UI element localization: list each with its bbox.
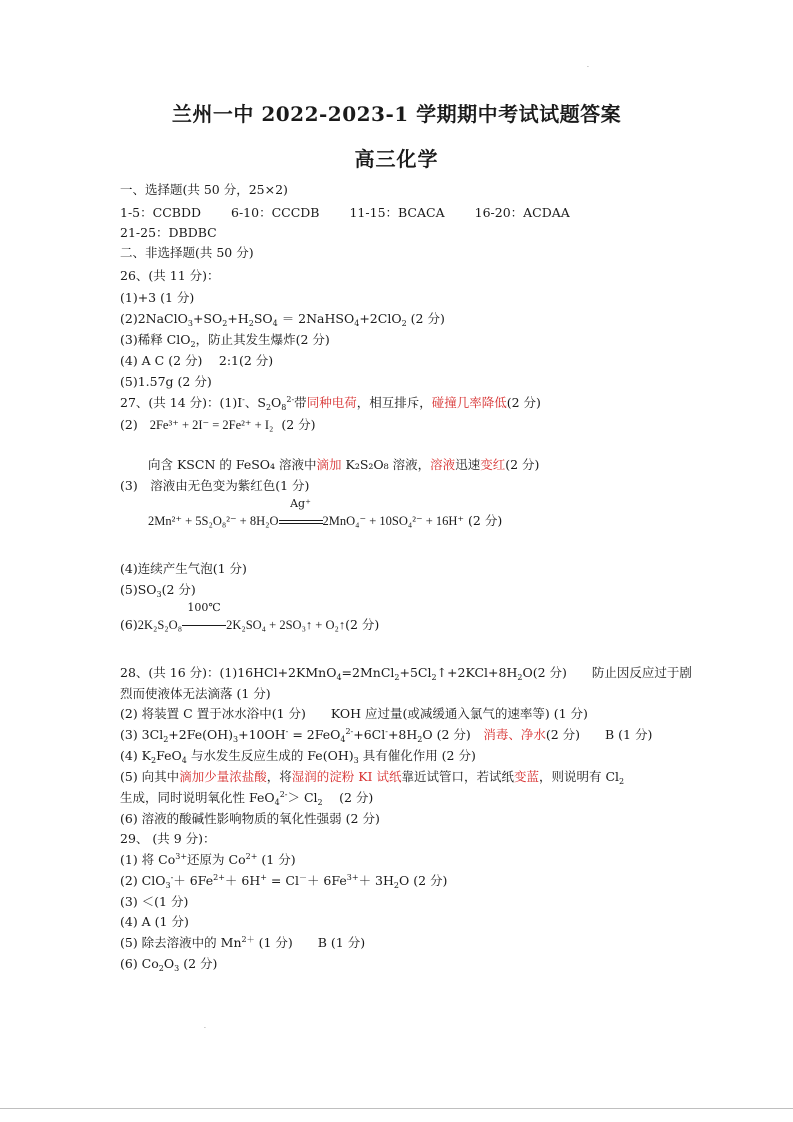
q28-line-8: (6) 溶液的酸碱性影响物质的氧化性强弱 (2 分) [120,811,380,826]
q29-answer-5: (5) 除去溶液中的 $Mn^{2+}$ (1 分) B (1 分) [120,935,366,950]
q27-answer-3: (3) 溶液由无色变为紫红色(1 分) [120,478,310,493]
section1-heading: 一、选择题(共 50 分，25×2) [120,182,288,197]
q27-text: ，相互排斥， [356,395,432,410]
equation-left: 2K₂S₂O₈ [137,618,183,632]
q27-answer-5: $(5)SO_3(2$ 分) [120,582,196,599]
q29-answer-1: (1) 将 $Co^{3+}$还原为 $Co^{2+}$ (1 分) [120,852,296,867]
reaction-condition-arrow [279,497,323,529]
highlight-keyword: 同种电荷 [306,395,357,410]
q27-answer-4: (4)连续产生气泡(1 分) [120,561,247,576]
q28-text: (5) 向其中 [120,769,180,784]
answer-row-1 [120,205,570,221]
q29-heading: 29、 (共 9 分)： [120,831,216,846]
answer-group: 21-25：DBDBC [120,225,217,240]
q27-heading: 27、(共 14 分)：(1)I [120,395,243,410]
q27-text: 迅速 [455,457,481,472]
q26-answer-3-text: (3)稀释 ClO [120,332,191,347]
highlight-keyword: 湿润的淀粉 KI 试纸 [291,769,402,784]
page-subtitle: 高三化学 [354,147,439,171]
q28-text: 靠近试管口，若试纸 [401,769,514,784]
q28-heading: 28、(共 16 分)：(1)16HCl+2KMnO [120,665,337,680]
q29-answer-3: (3) ＜(1 分) [120,894,189,909]
q27-answer-2 [120,417,316,433]
q28-line-4: (3) $3Cl_2+2Fe(OH)_3+10OH^- = 2FeO_4^{2-}+6Cl^-+8H_2O$ (2 分) 消毒、净水(2 分) B (1 分) [120,727,653,744]
q29-text: (5) 除去溶液中的 Mn [120,935,242,950]
q27-answer-2b [148,457,539,473]
q26-heading: 26、(共 11 分)： [120,268,220,283]
q28-line-6: (5) 向其中滴加少量浓盐酸，将湿润的淀粉 KI 试纸靠近试管口，若试纸变蓝，则说明有 $Cl_2$ [120,769,625,786]
scan-speck: · [204,1025,206,1032]
q27-answer-6 [120,601,380,633]
equation-right: 2MnO₄⁻ + 10SO₄²⁻ + 16H⁺ [322,514,465,528]
section2-heading: 二、非选择题(共 50 分) [120,245,254,260]
q29-answer-6: (6) $Co_2O_3$ (2 分) [120,956,218,973]
score: (2 分) [339,790,374,805]
q26-answer-5: (5)1.57g (2 分) [120,374,212,389]
answer-group: 16-20：ACDAA [474,205,570,220]
highlight-keyword: 溶液 [430,457,456,472]
q27-equation-3 [148,497,503,529]
q28-line-5: (4) $K_2FeO_4$ 与水发生反应生成的 $Fe(OH)_3$ 具有催化作用 (2 分) [120,748,476,765]
scan-speck: · [587,64,589,71]
reaction-condition: 100℃ [187,601,221,614]
q28-text: ，将 [266,769,292,784]
q26-answer-3-tail: ，防止其发生爆炸(2 分) [195,332,330,347]
answer-group: 1-5：CCBDD [120,205,201,220]
score: (2 分) [505,457,540,472]
q29-answer-2: (2) $ClO_3^-+ 6Fe^{2+}+ 6H^+ = Cl^-+ 6Fe^{3+}+ 3H_2O$ (2 分) [120,873,448,890]
score: (2 分) [436,727,471,742]
score: (1 分) [257,852,296,867]
q29-text: (1) 将 Co [120,852,176,867]
page-bottom-rule [0,1108,793,1109]
q29-text: 还原为 Co [187,852,246,867]
q28-line-7: 生成，同时说明氧化性 $FeO_4^{2-}> Cl_2$ (2 分) [120,790,374,807]
score: (2 分) [183,956,218,971]
q26-answer-2-text: (2)2NaClO [120,311,188,326]
highlight-keyword: 消毒、净水 [483,727,546,742]
score: (2 分) [506,395,541,410]
q29-answer-4: (4) A (1 分) [120,914,189,929]
answer-group: 11-15：BCACA [349,205,445,220]
q27-text: (5)SO [120,582,157,597]
q26-answer-4: (4) A C (2 分) 2:1(2 分) [120,353,274,368]
q27-answer-1: 27、(共 14 分)：(1)I-、$S_2O_8^{2-}$带同种电荷，相互排斥，碰撞几率降低(2 分) [120,395,541,412]
score: (2 分) [345,617,380,632]
highlight-keyword: 滴加 [316,457,342,472]
q27-answer-6-label: (6) [120,617,138,632]
highlight-keyword: 碰撞几率降低 [431,395,507,410]
q26-answer-3: (3)稀释 ClO$_2$，防止其发生爆炸(2 分) [120,332,330,349]
q26-answer-2: $(2)2NaClO_3+SO_2+H_2SO_4$ ＝ 2NaHSO$_4$+2ClO$_2$ (2 分) [120,311,445,328]
q27-text: 带 [294,395,307,410]
score: (2 分) [468,513,503,528]
q27-text: 向含 KSCN 的 FeSO₄ 溶液中 [148,457,317,472]
score: (2 分) [410,311,445,326]
answer-group: 6-10：CCCDB [231,205,320,220]
highlight-keyword: 变蓝 [513,769,539,784]
q27-text: 、S [244,395,266,410]
score: (2 分) [281,417,316,432]
chemical-equation: 2Fe³⁺ + 2I⁻ = 2Fe²⁺ + I₂ [149,418,274,432]
score: (2 分) [161,582,196,597]
page-title: 兰州一中 2022-2023-1 学期期中考试试题答案 [171,102,622,126]
highlight-keyword: 变红 [480,457,506,472]
q28-text: 具有催化作用 (2 分) [362,748,476,763]
q28-line-3: (2) 将装置 C 置于冰水浴中(1 分) KOH 应过量(或减缓通入氯气的速率等) (1 分) [120,706,588,721]
q28-text: 生成，同时说明氧化性 FeO [120,790,275,805]
score: (2 分) [413,873,448,888]
q29-text: (6) Co [120,956,159,971]
q27-text: K₂S₂O₈ 溶液， [341,457,431,472]
reaction-condition: Ag⁺ [290,497,311,510]
q28-line-2: 烈而使液体无法滴落 (1 分) [120,686,271,701]
q28-text: (2 分) B (1 分) [545,727,653,742]
q26-answer-1: (1)+3 (1 分) [120,290,195,305]
highlight-keyword: 滴加少量浓盐酸 [179,769,267,784]
reaction-condition-arrow [182,601,226,633]
q27-answer-2-label: (2) [120,417,138,432]
q28-text: (2 分) 防止因反应过于剧 [532,665,692,680]
q28-line-1: 28、(共 16 分)：$(1)16HCl+2KMnO_4=2MnCl_2+5Cl_2↑+2KCl+8H_2O(2$ 分) 防止因反应过于剧 [120,665,692,682]
q28-text: ，则说明有 Cl [538,769,620,784]
q29-text: (1 分) B (1 分) [258,935,366,950]
equation-left: 2Mn²⁺ + 5S₂O₈²⁻ + 8H₂O [148,514,279,528]
equation-right: 2K₂SO₄ + 2SO₃↑ + O₂↑ [226,618,346,632]
